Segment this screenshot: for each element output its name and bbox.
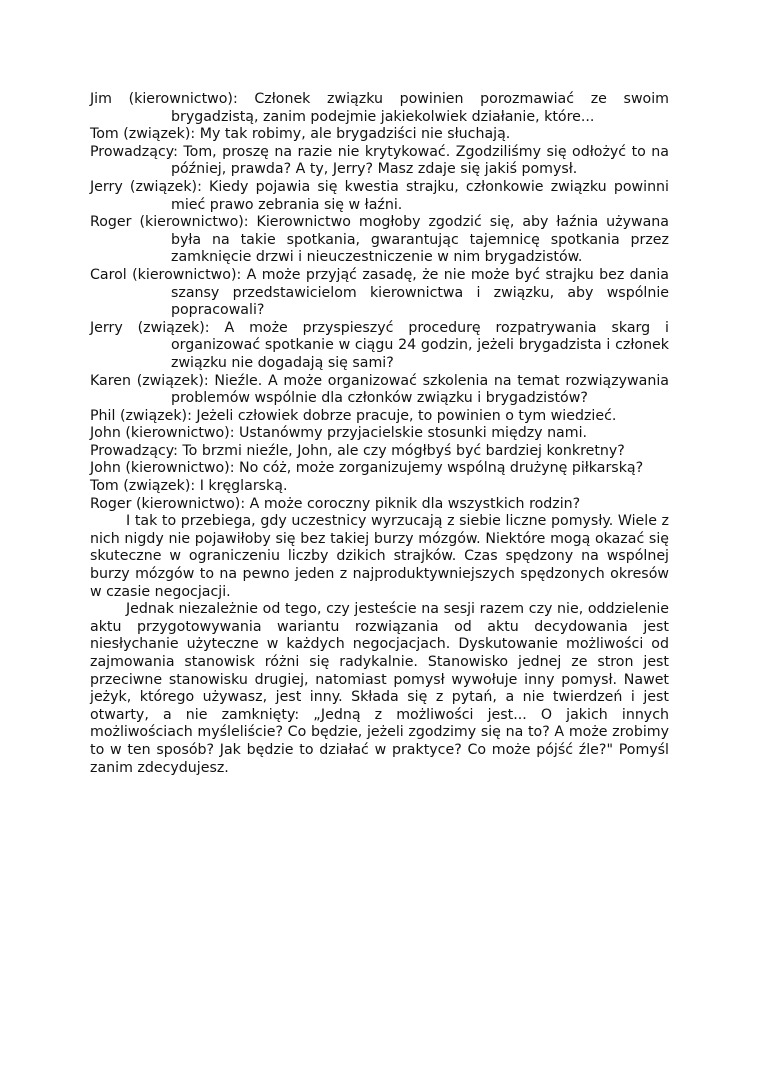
dialogue-line-tom: Tom (związek): My tak robimy, ale brygadziści nie słuchają. (90, 126, 511, 143)
dialogue-line-roger: Roger (kierownictwo): Kierownictwo mogłoby zgodzić się, aby łaźnia używana była na takie spotkania, gwarantując tajemnicę spotkania przez zamknięcie drzwi i nieuczestniczenie w nim brygadzistów. (90, 214, 669, 266)
body-paragraph: I tak to przebiega, gdy uczestnicy wyrzucają z siebie liczne pomysły. Wiele z nich nigdy nie pojawiłoby się bez takiej burzy mózgów. Niektóre mogą okazać się skuteczne w ograniczeniu liczby dzikich strajków. Czas spędzony na wspólnej burzy mózgów to na pewno jeden z najproduktywniejszych spędzonych okresów w czasie negocjacji. (90, 513, 669, 600)
dialogue-line-jim: Jim (kierownictwo): Członek związku powinien porozmawiać ze swoim brygadzistą, zanim podejmie jakiekolwiek działanie, które... (90, 91, 669, 125)
dialogue-line-roger-2: Roger (kierownictwo): A może coroczny piknik dla wszystkich rodzin? (90, 495, 581, 512)
dialogue-line-tom-2: Tom (związek): I kręglarską. (90, 478, 288, 495)
body-paragraph: Jednak niezależnie od tego, czy jesteście na sesji razem czy nie, oddzielenie aktu przygotowywania wariantu rozwiązania od aktu decydowania jest niesłychanie użyteczne w każdych negocjacjach. Dyskutowanie możliwości od zajmowania stanowisk różni się radykalnie. Stanowisko jednej ze stron jest przeciwne stanowisku drugiej, natomiast pomysł wywołuje inny pomysł. Nawet jeżyk, którego używasz, jest inny. Składa się z pytań, a nie twierdzeń i jest otwarty, a nie zamknięty: „Jedną z możliwości jest... O jakich innych możliwościach myśleliście? Co będzie, jeżeli zgodzimy się na to? A może zrobimy to w ten sposób? Jak będzie to działać w praktyce? Co może pójść źle?" Pomyśl zanim zdecydujesz. (90, 601, 669, 776)
dialogue-line-john-2: John (kierownictwo): No cóż, może zorganizujemy wspólną drużynę piłkarską? (90, 460, 644, 477)
dialogue-line-jerry-2: Jerry (związek): A może przyspieszyć procedurę rozpatrywania skarg i organizować spotkanie w ciągu 24 godzin, jeżeli brygadzista i członek związku nie dogadają się sami? (90, 319, 669, 371)
dialogue-line-phil: Phil (związek): Jeżeli człowiek dobrze pracuje, to powinien o tym wiedzieć. (90, 407, 617, 424)
dialogue-line-karen: Karen (związek): Nieźle. A może organizować szkolenia na temat rozwiązywania problemów wspólnie dla członków związku i brygadzistów? (90, 372, 669, 407)
dialogue-line-carol: Carol (kierownictwo): A może przyjąć zasadę, że nie może być strajku bez dania szansy przedstawicielom kierownictwa i związku, aby wspólnie popracowali? (90, 266, 669, 319)
dialogue-line-moderator: Prowadzący: Tom, proszę na razie nie krytykować. Zgodziliśmy się odłożyć to na później, prawda? A ty, Jerry? Masz zdaje się jakiś pomysł. (90, 143, 669, 178)
dialogue-line-jerry: Jerry (związek): Kiedy pojawia się kwestia strajku, członkowie związku powinni mieć prawo zebrania się w łaźni. (90, 178, 669, 213)
dialogue-line-moderator-2: Prowadzący: To brzmi nieźle, John, ale czy mógłbyś być bardziej konkretny? (90, 442, 625, 459)
dialogue-line-john: John (kierownictwo): Ustanówmy przyjacielskie stosunki między nami. (90, 425, 588, 442)
document-page (90, 91, 669, 777)
